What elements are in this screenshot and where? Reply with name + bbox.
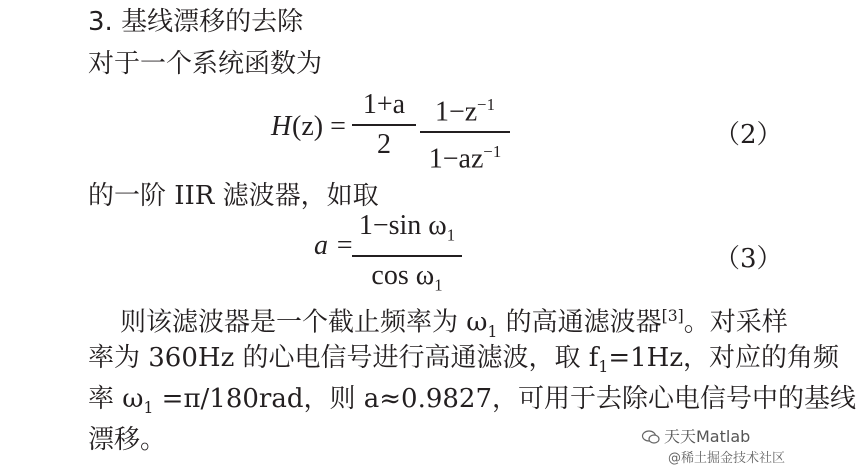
- eq2-frac2-den-text: 1−az: [428, 143, 484, 175]
- p3-l1-text-c: 。对采样: [683, 307, 788, 338]
- paragraph-3-line-4: 漂移。: [88, 425, 167, 455]
- p3-l3-text-a: 率 ω: [88, 384, 144, 414]
- p3-l3-text-b: =π/180rad，则 a≈0.9827，可用于去除心电信号中的基线: [153, 384, 856, 414]
- eq3-denominator: [352, 259, 462, 303]
- intro-text: 对于一个系统函数为: [88, 49, 323, 79]
- eq3-number: （3）: [714, 244, 783, 274]
- eq3-numerator: [352, 209, 462, 253]
- eq3-fraction: [352, 209, 462, 302]
- eq2-fraction-1: [352, 88, 416, 162]
- watermark-community: @稀土掘金技术社区: [668, 451, 786, 466]
- eq3-den-sub: 1: [434, 275, 443, 295]
- p3-l1-sub: 1: [487, 322, 498, 341]
- wechat-icon: [642, 430, 660, 444]
- eq3-den-text: cos ω: [371, 259, 435, 291]
- eq3-num-sub: 1: [446, 225, 456, 245]
- eq2-frac2-bar: [420, 131, 510, 133]
- p3-l1-text-a: 则该滤波器是一个截止频率为 ω: [120, 307, 488, 338]
- eq3-bar: [352, 255, 462, 257]
- paragraph-3-line-3: [88, 383, 856, 424]
- eq2-frac1-numerator: 1+a: [362, 89, 406, 120]
- citation-ref: [3]: [661, 307, 684, 325]
- eq3-lhs: a =: [314, 230, 354, 261]
- eq2-frac2-num-exp: −1: [477, 95, 496, 114]
- eq2-number: （2）: [714, 120, 783, 150]
- paragraph-2: 的一阶 IIR 滤波器，如取: [88, 181, 379, 211]
- paragraph-3-line-2: [88, 342, 839, 383]
- eq2-frac2-denominator: [420, 135, 510, 176]
- paragraph-3-line-1: [120, 300, 788, 348]
- eq3-num-text: 1−sin ω: [358, 210, 447, 241]
- watermark-account: [642, 424, 750, 447]
- watermark-line-1: 天天Matlab: [664, 427, 751, 446]
- p3-l1-text-b: 的高通滤波器: [497, 307, 662, 338]
- p3-l3-sub: 1: [143, 399, 154, 418]
- eq2-frac2-num-text: 1−z: [434, 96, 478, 128]
- eq2-fraction-2: [420, 88, 510, 177]
- eq2-frac1-bar: [352, 124, 416, 126]
- eq2-lhs-H: H: [271, 111, 292, 142]
- eq2-lhs-z: (z) =: [292, 111, 346, 142]
- eq2-frac2-den-exp: −1: [483, 142, 502, 162]
- p3-l2-sub: 1: [598, 358, 609, 377]
- eq2-frac2-numerator: [420, 88, 510, 129]
- p3-l2-text-a: 率为 360Hz 的心电信号进行高通滤波，取 f: [88, 343, 599, 373]
- eq2-frac1-denominator: 2: [377, 129, 391, 160]
- section-heading: 3. 基线漂移的去除: [88, 7, 304, 37]
- p3-l2-text-b: =1Hz，对应的角频: [608, 343, 840, 373]
